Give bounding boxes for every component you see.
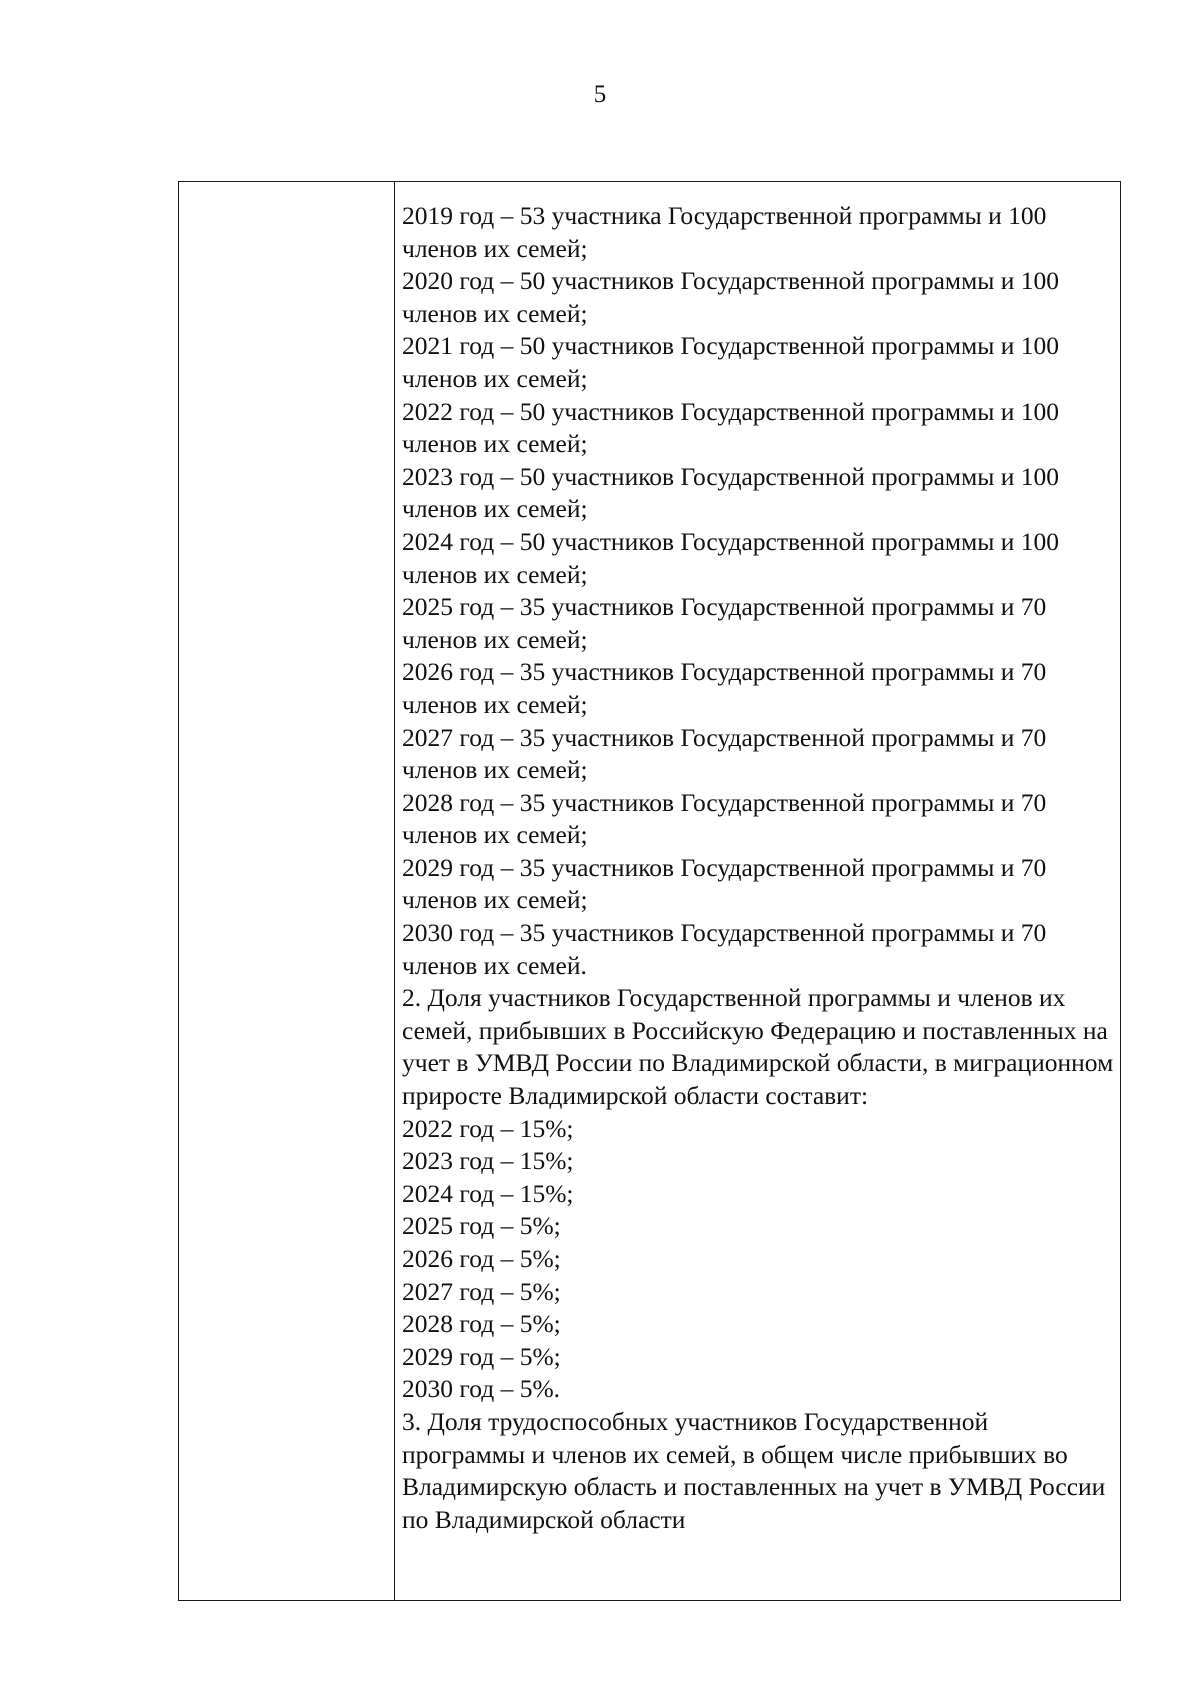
text-paragraph: 2. Доля участников Государственной программы и членов их семей, прибывших в Российскую Федерацию и поставленных на учет в УМВД России по Владимирской области, в миграционном приросте Владимирской области составит: <box>402 983 1114 1111</box>
text-paragraph: 2023 год – 15%; <box>402 1146 574 1176</box>
text-paragraph: 2025 год – 5%; <box>402 1211 561 1241</box>
text-paragraph: 3. Доля трудоспособных участников Государственной программы и членов их семей, в общем числе прибывших во Владимирскую область и поставленных на учет в УМВД России по Владимирской области <box>402 1406 1106 1534</box>
text-paragraph: 2028 год – 35 участников Государственной программы и 70 членов их семей; <box>402 787 1047 850</box>
text-paragraph: 2029 год – 35 участников Государственной программы и 70 членов их семей; <box>402 852 1047 915</box>
page-number: 5 <box>593 81 607 108</box>
document-table <box>178 181 1121 1601</box>
text-paragraph: 2026 год – 35 участников Государственной программы и 70 членов их семей; <box>402 657 1047 719</box>
text-paragraph: 2022 год – 15%; <box>402 1113 574 1143</box>
text-paragraph: 2024 год – 50 участников Государственной программы и 100 членов их семей; <box>402 526 1059 589</box>
text-paragraph: 2030 год – 35 участников Государственной программы и 70 членов их семей. <box>402 918 1047 980</box>
text-paragraph: 2024 год – 15%; <box>402 1178 574 1208</box>
table-left-cell <box>179 182 395 1600</box>
table-right-cell <box>395 182 1120 1600</box>
text-paragraph: 2025 год – 35 участников Государственной программы и 70 членов их семей; <box>402 592 1047 654</box>
text-paragraph: 2030 год – 5%. <box>402 1374 561 1404</box>
text-paragraph: 2023 год – 50 участников Государственной программы и 100 членов их семей; <box>402 461 1059 524</box>
text-paragraph: 2020 год – 50 участников Государственной программы и 100 членов их семей; <box>402 266 1059 328</box>
text-paragraph: 2029 год – 5%; <box>402 1341 561 1371</box>
text-paragraph: 2021 год – 50 участников Государственной программы и 100 членов их семей; <box>402 331 1059 393</box>
text-paragraph: 2028 год – 5%; <box>402 1309 561 1339</box>
text-paragraph: 2027 год – 5%; <box>402 1276 561 1306</box>
text-paragraph: 2026 год – 5%; <box>402 1244 561 1273</box>
text-paragraph: 2019 год – 53 участника Государственной программы и 100 членов их семей; <box>402 201 1047 263</box>
text-paragraph: 2022 год – 50 участников Государственной программы и 100 членов их семей; <box>402 396 1059 459</box>
text-paragraph: 2027 год – 35 участников Государственной программы и 70 членов их семей; <box>402 722 1047 785</box>
